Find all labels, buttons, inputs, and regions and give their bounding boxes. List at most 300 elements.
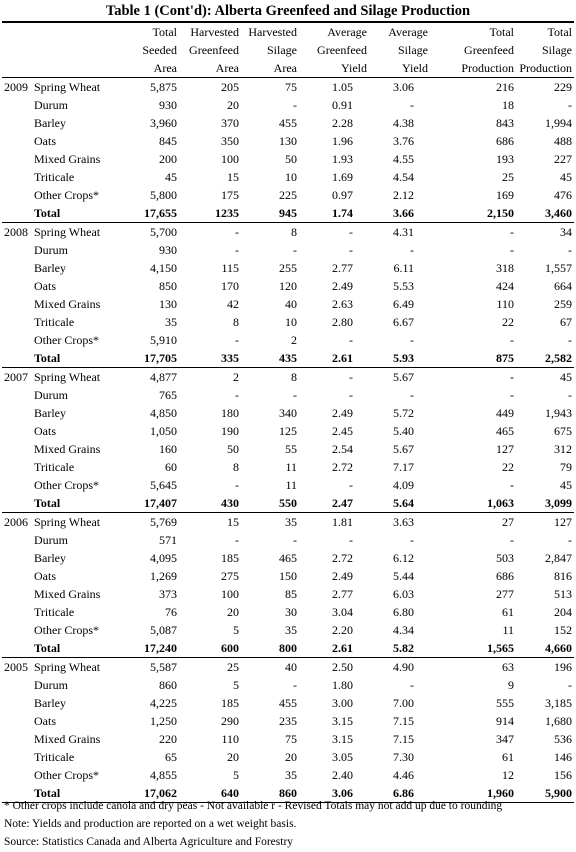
year-cell xyxy=(2,549,34,567)
value-cell: 845 xyxy=(159,134,177,148)
value-cell: 550 xyxy=(241,494,299,513)
value-cell: 25 xyxy=(227,660,239,674)
value-cell: 50 xyxy=(227,442,239,456)
value-cell: 5,587 xyxy=(150,660,177,674)
value-cell: 370 xyxy=(221,116,239,130)
value-cell: 1,269 xyxy=(150,569,177,583)
table-row xyxy=(2,603,574,621)
crop-name: Spring Wheat xyxy=(34,370,101,384)
table-row xyxy=(2,186,574,204)
value-cell: 5,910 xyxy=(150,333,177,347)
column-header: Silage xyxy=(398,43,428,57)
value-cell: 0.91 xyxy=(332,98,353,112)
value-cell: 277 xyxy=(496,587,514,601)
value-cell: 11 xyxy=(285,478,297,492)
value-cell: 275 xyxy=(221,569,239,583)
crop-name: Oats xyxy=(34,569,56,583)
value-cell: 30 xyxy=(285,605,297,619)
value-cell: 5.44 xyxy=(393,569,414,583)
value-cell: - xyxy=(568,98,572,112)
value-cell: 435 xyxy=(241,349,299,368)
value-cell: 4.38 xyxy=(393,116,414,130)
table-row xyxy=(2,513,574,532)
value-cell: 5.93 xyxy=(369,349,430,368)
value-cell: 555 xyxy=(496,696,514,710)
value-cell: 1.81 xyxy=(332,515,353,529)
year-cell xyxy=(2,295,34,313)
column-header: Harvested xyxy=(241,22,299,41)
value-cell: 860 xyxy=(241,784,299,803)
column-header: Area xyxy=(179,59,241,78)
value-cell: 259 xyxy=(554,297,572,311)
table-row xyxy=(2,114,574,132)
column-header: Silage xyxy=(267,43,297,57)
crop-name: Triticale xyxy=(34,460,75,474)
value-cell: 229 xyxy=(554,80,572,94)
value-cell: 61 xyxy=(502,605,514,619)
value-cell: 5,900 xyxy=(516,784,574,803)
crop-name: Total xyxy=(34,784,134,803)
value-cell: 156 xyxy=(554,768,572,782)
table-row xyxy=(2,241,574,259)
value-cell: 6.12 xyxy=(393,551,414,565)
year-cell: 2005 xyxy=(4,660,28,674)
crop-name: Total xyxy=(34,349,134,368)
value-cell: - xyxy=(410,243,414,257)
value-cell: 5 xyxy=(233,768,239,782)
value-cell: 100 xyxy=(221,152,239,166)
value-cell: 930 xyxy=(159,98,177,112)
value-cell: 160 xyxy=(159,442,177,456)
value-cell: 1235 xyxy=(179,204,241,223)
value-cell: - xyxy=(568,333,572,347)
value-cell: 1,250 xyxy=(150,714,177,728)
value-cell: 2.77 xyxy=(332,261,353,275)
column-header: Silage xyxy=(542,43,572,57)
value-cell: - xyxy=(293,388,297,402)
value-cell: 449 xyxy=(496,406,514,420)
value-cell: - xyxy=(235,388,239,402)
value-cell: 65 xyxy=(165,750,177,764)
table-body xyxy=(2,78,574,803)
value-cell: 6.03 xyxy=(393,587,414,601)
table-row xyxy=(2,531,574,549)
crop-name: Oats xyxy=(34,714,56,728)
value-cell: 220 xyxy=(159,732,177,746)
value-cell: 2,847 xyxy=(545,551,572,565)
year-cell xyxy=(2,730,34,748)
crop-name: Barley xyxy=(34,116,66,130)
value-cell: 55 xyxy=(285,442,297,456)
value-cell: 22 xyxy=(502,315,514,329)
column-header xyxy=(2,59,34,78)
value-cell: 200 xyxy=(159,152,177,166)
crop-name: Other Crops* xyxy=(34,188,99,202)
year-cell: 2007 xyxy=(4,370,28,384)
value-cell: 930 xyxy=(159,243,177,257)
value-cell: 640 xyxy=(179,784,241,803)
crop-name: Spring Wheat xyxy=(34,80,101,94)
value-cell: 76 xyxy=(165,605,177,619)
value-cell: 1,063 xyxy=(430,494,516,513)
value-cell: - xyxy=(349,478,353,492)
value-cell: 115 xyxy=(221,261,239,275)
crop-name: Barley xyxy=(34,551,66,565)
year-cell xyxy=(2,639,34,658)
value-cell: 3.76 xyxy=(393,134,414,148)
value-cell: 4,095 xyxy=(150,551,177,565)
value-cell: 6.80 xyxy=(393,605,414,619)
crop-name: Durum xyxy=(34,243,68,257)
value-cell: - xyxy=(410,533,414,547)
table-row xyxy=(2,766,574,784)
table-row xyxy=(2,712,574,730)
crop-name: Mixed Grains xyxy=(34,732,101,746)
value-cell: 190 xyxy=(221,424,239,438)
value-cell: 686 xyxy=(496,134,514,148)
value-cell: 42 xyxy=(227,297,239,311)
year-cell xyxy=(2,422,34,440)
year-cell xyxy=(2,186,34,204)
total-row xyxy=(2,494,574,513)
table-row xyxy=(2,78,574,97)
value-cell: 35 xyxy=(285,515,297,529)
year-cell xyxy=(2,386,34,404)
year-cell: 2009 xyxy=(4,80,28,94)
total-row xyxy=(2,204,574,223)
value-cell: 3.63 xyxy=(393,515,414,529)
value-cell: - xyxy=(510,388,514,402)
crop-name: Mixed Grains xyxy=(34,587,101,601)
value-cell: 335 xyxy=(179,349,241,368)
value-cell: - xyxy=(293,98,297,112)
value-cell: 45 xyxy=(560,170,572,184)
value-cell: - xyxy=(410,678,414,692)
value-cell: 8 xyxy=(291,370,297,384)
value-cell: 17,655 xyxy=(134,204,179,223)
value-cell: - xyxy=(510,370,514,384)
value-cell: 5,769 xyxy=(150,515,177,529)
value-cell: 146 xyxy=(554,750,572,764)
value-cell: 169 xyxy=(496,188,514,202)
value-cell: 8 xyxy=(291,225,297,239)
value-cell: 225 xyxy=(279,188,297,202)
year-cell xyxy=(2,241,34,259)
year-cell xyxy=(2,567,34,585)
column-header: Total xyxy=(516,22,574,41)
value-cell: 3.04 xyxy=(332,605,353,619)
header-row xyxy=(2,41,574,59)
value-cell: 4,660 xyxy=(516,639,574,658)
value-cell: 3.05 xyxy=(332,750,353,764)
value-cell: 3.66 xyxy=(369,204,430,223)
value-cell: 2.77 xyxy=(332,587,353,601)
year-cell xyxy=(2,404,34,422)
crop-name: Total xyxy=(34,204,134,223)
value-cell: 27 xyxy=(502,515,514,529)
value-cell: 6.11 xyxy=(393,261,414,275)
value-cell: 1,943 xyxy=(545,406,572,420)
value-cell: 63 xyxy=(502,660,514,674)
table-row xyxy=(2,658,574,677)
value-cell: 686 xyxy=(496,569,514,583)
value-cell: 216 xyxy=(496,80,514,94)
value-cell: 61 xyxy=(502,750,514,764)
crop-name: Spring Wheat xyxy=(34,660,101,674)
value-cell: 5,087 xyxy=(150,623,177,637)
year-cell xyxy=(2,476,34,494)
value-cell: 50 xyxy=(285,152,297,166)
value-cell: 75 xyxy=(285,732,297,746)
year-cell xyxy=(2,621,34,639)
table-row xyxy=(2,585,574,603)
year-cell xyxy=(2,204,34,223)
value-cell: 1,994 xyxy=(545,116,572,130)
value-cell: 290 xyxy=(221,714,239,728)
value-cell: 235 xyxy=(279,714,297,728)
value-cell: 455 xyxy=(279,696,297,710)
value-cell: 4.31 xyxy=(393,225,414,239)
value-cell: - xyxy=(349,333,353,347)
value-cell: 2.45 xyxy=(332,424,353,438)
year-cell xyxy=(2,331,34,349)
value-cell: 204 xyxy=(554,605,572,619)
value-cell: 3.06 xyxy=(299,784,369,803)
value-cell: 2.40 xyxy=(332,768,353,782)
year-cell xyxy=(2,712,34,730)
crop-name: Other Crops* xyxy=(34,768,99,782)
column-header: Area xyxy=(134,59,179,78)
value-cell: 465 xyxy=(496,424,514,438)
value-cell: 205 xyxy=(221,80,239,94)
value-cell: 20 xyxy=(227,98,239,112)
value-cell: - xyxy=(293,678,297,692)
value-cell: 350 xyxy=(221,134,239,148)
value-cell: 8 xyxy=(233,315,239,329)
value-cell: 816 xyxy=(554,569,572,583)
value-cell: 800 xyxy=(241,639,299,658)
footnote-source: Source: Statistics Canada and Alberta Agriculture and Forestry xyxy=(4,836,294,848)
production-table xyxy=(2,21,574,803)
year-cell: 2006 xyxy=(4,515,28,529)
value-cell: 130 xyxy=(159,297,177,311)
crop-name: Triticale xyxy=(34,750,75,764)
year-cell xyxy=(2,585,34,603)
value-cell: 2.49 xyxy=(332,569,353,583)
value-cell: 40 xyxy=(285,297,297,311)
value-cell: 850 xyxy=(159,279,177,293)
column-header: Total xyxy=(134,22,179,41)
column-header xyxy=(34,22,134,41)
value-cell: - xyxy=(235,225,239,239)
column-header: Average xyxy=(369,22,430,41)
table-row xyxy=(2,621,574,639)
column-header: Average xyxy=(299,22,369,41)
crop-name: Oats xyxy=(34,134,56,148)
table-row xyxy=(2,549,574,567)
value-cell: 5 xyxy=(233,678,239,692)
value-cell: 12 xyxy=(502,768,514,782)
table-row xyxy=(2,404,574,422)
table-row xyxy=(2,386,574,404)
year-cell xyxy=(2,132,34,150)
value-cell: 125 xyxy=(279,424,297,438)
footnote-note: Note: Yields and production are reported on a wet weight basis. xyxy=(4,818,297,830)
year-cell xyxy=(2,277,34,295)
value-cell: 40 xyxy=(285,660,297,674)
value-cell: 2,582 xyxy=(516,349,574,368)
column-header: Yield xyxy=(299,59,369,78)
crop-name: Barley xyxy=(34,261,66,275)
value-cell: 196 xyxy=(554,660,572,674)
table-header xyxy=(2,22,574,78)
value-cell: 4.54 xyxy=(393,170,414,184)
value-cell: 100 xyxy=(221,587,239,601)
value-cell: 1.69 xyxy=(332,170,353,184)
value-cell: 75 xyxy=(285,80,297,94)
total-row xyxy=(2,349,574,368)
value-cell: 1,680 xyxy=(545,714,572,728)
column-header xyxy=(2,22,34,41)
value-cell: 15 xyxy=(227,515,239,529)
column-header: Total xyxy=(430,22,516,41)
table-row xyxy=(2,223,574,242)
crop-name: Oats xyxy=(34,424,56,438)
value-cell: 430 xyxy=(179,494,241,513)
value-cell: - xyxy=(510,243,514,257)
value-cell: 2.20 xyxy=(332,623,353,637)
value-cell: - xyxy=(235,243,239,257)
value-cell: 20 xyxy=(227,605,239,619)
value-cell: 664 xyxy=(554,279,572,293)
value-cell: 10 xyxy=(285,315,297,329)
table-row xyxy=(2,748,574,766)
value-cell: 45 xyxy=(165,170,177,184)
value-cell: 503 xyxy=(496,551,514,565)
table-row xyxy=(2,259,574,277)
crop-name: Durum xyxy=(34,388,68,402)
total-row xyxy=(2,639,574,658)
year-cell xyxy=(2,349,34,368)
value-cell: 513 xyxy=(554,587,572,601)
year-cell xyxy=(2,458,34,476)
value-cell: 3.15 xyxy=(332,732,353,746)
column-header: Greenfeed xyxy=(464,43,514,57)
value-cell: 1,565 xyxy=(430,639,516,658)
value-cell: 35 xyxy=(285,768,297,782)
value-cell: 185 xyxy=(221,696,239,710)
value-cell: 2.47 xyxy=(299,494,369,513)
value-cell: 3.00 xyxy=(332,696,353,710)
value-cell: 193 xyxy=(496,152,514,166)
column-header: Harvested xyxy=(179,22,241,41)
column-header: Area xyxy=(241,59,299,78)
value-cell: 3,099 xyxy=(516,494,574,513)
value-cell: 2.61 xyxy=(299,639,369,658)
year-cell xyxy=(2,494,34,513)
value-cell: 2.49 xyxy=(332,279,353,293)
crop-name: Triticale xyxy=(34,315,75,329)
value-cell: 67 xyxy=(560,315,572,329)
value-cell: 79 xyxy=(560,460,572,474)
crop-name: Triticale xyxy=(34,605,75,619)
value-cell: - xyxy=(235,533,239,547)
value-cell: 20 xyxy=(227,750,239,764)
year-cell xyxy=(2,150,34,168)
value-cell: 0.97 xyxy=(332,188,353,202)
value-cell: - xyxy=(568,243,572,257)
table-row xyxy=(2,676,574,694)
table-row xyxy=(2,368,574,387)
column-header xyxy=(34,59,134,78)
year-cell: 2008 xyxy=(4,225,28,239)
value-cell: 2 xyxy=(233,370,239,384)
value-cell: 1.74 xyxy=(299,204,369,223)
value-cell: 571 xyxy=(159,533,177,547)
column-header: Greenfeed xyxy=(317,43,367,57)
value-cell: 875 xyxy=(430,349,516,368)
crop-name: Other Crops* xyxy=(34,478,99,492)
table-row xyxy=(2,730,574,748)
column-header xyxy=(2,41,34,59)
value-cell: 120 xyxy=(279,279,297,293)
year-cell xyxy=(2,96,34,114)
crop-name: Durum xyxy=(34,533,68,547)
value-cell: 127 xyxy=(554,515,572,529)
value-cell: - xyxy=(349,533,353,547)
value-cell: 5.67 xyxy=(393,442,414,456)
value-cell: 45 xyxy=(560,370,572,384)
crop-name: Total xyxy=(34,494,134,513)
value-cell: 5.82 xyxy=(369,639,430,658)
crop-name: Total xyxy=(34,639,134,658)
crop-name: Other Crops* xyxy=(34,623,99,637)
value-cell: 1.96 xyxy=(332,134,353,148)
value-cell: - xyxy=(349,370,353,384)
value-cell: 34 xyxy=(560,225,572,239)
value-cell: 11 xyxy=(502,623,514,637)
value-cell: 1,557 xyxy=(545,261,572,275)
value-cell: 85 xyxy=(285,587,297,601)
crop-name: Oats xyxy=(34,279,56,293)
value-cell: 185 xyxy=(221,551,239,565)
table-row xyxy=(2,150,574,168)
table-row xyxy=(2,277,574,295)
value-cell: - xyxy=(568,533,572,547)
table-row xyxy=(2,440,574,458)
column-header: Production xyxy=(430,59,516,78)
value-cell: 4.34 xyxy=(393,623,414,637)
value-cell: 130 xyxy=(279,134,297,148)
value-cell: 2.28 xyxy=(332,116,353,130)
value-cell: - xyxy=(293,243,297,257)
column-header: Seeded xyxy=(142,43,177,57)
value-cell: 25 xyxy=(502,170,514,184)
table-row xyxy=(2,132,574,150)
value-cell: 60 xyxy=(165,460,177,474)
value-cell: 5,700 xyxy=(150,225,177,239)
value-cell: - xyxy=(349,225,353,239)
value-cell: 8 xyxy=(233,460,239,474)
value-cell: - xyxy=(510,533,514,547)
header-row xyxy=(2,22,574,41)
value-cell: 175 xyxy=(221,188,239,202)
value-cell: 9 xyxy=(508,678,514,692)
crop-name: Spring Wheat xyxy=(34,225,101,239)
value-cell: 476 xyxy=(554,188,572,202)
value-cell: 11 xyxy=(285,460,297,474)
value-cell: 2.49 xyxy=(332,406,353,420)
